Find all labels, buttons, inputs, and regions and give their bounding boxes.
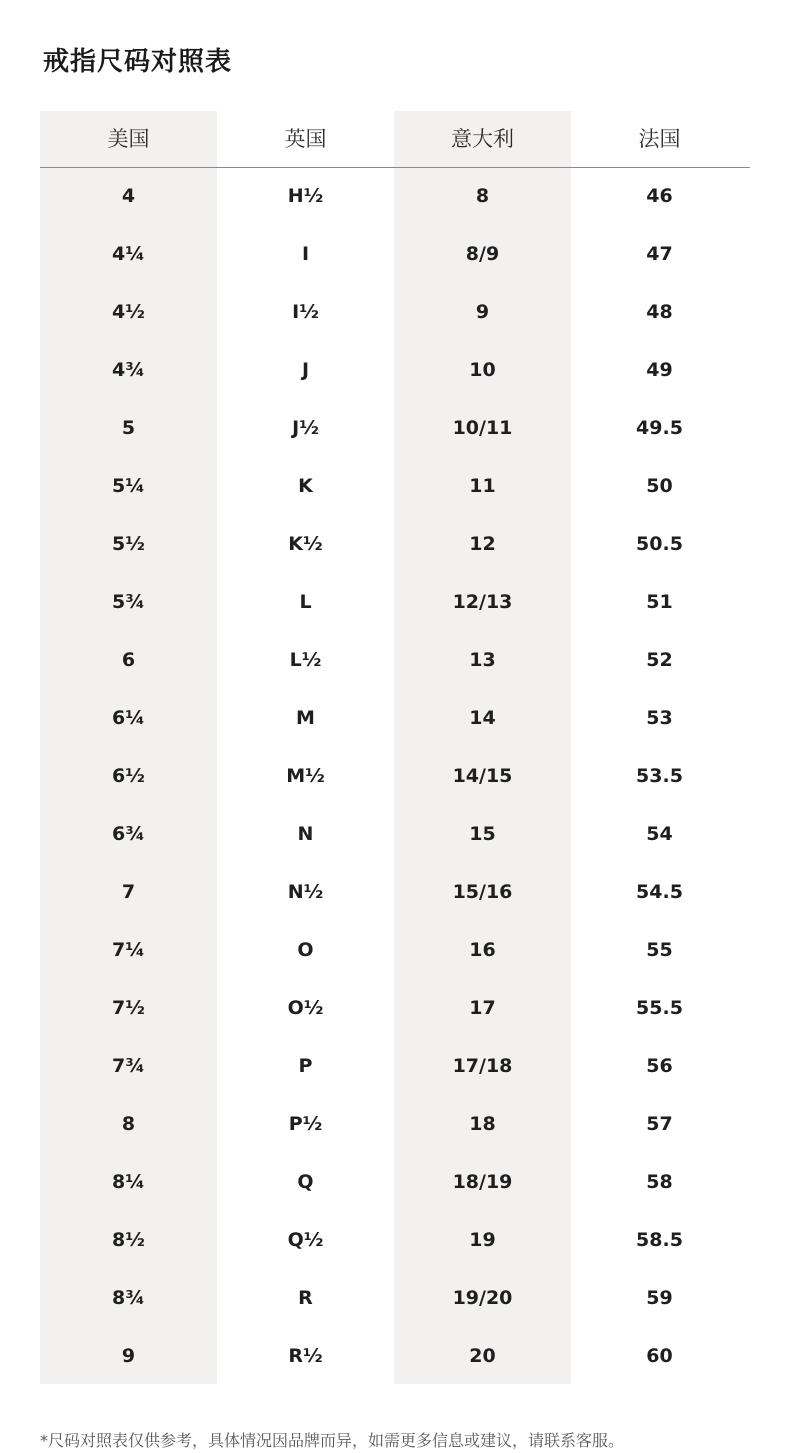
us-size-cell: 5½ [112,533,145,555]
ring-size-table [40,111,750,1384]
table-row [40,805,750,863]
table-row [40,399,750,457]
france-size-cell: 57 [646,1113,673,1135]
uk-size-cell: M [296,707,315,729]
table-header-row [40,111,750,168]
uk-size-cell: L½ [289,649,322,671]
uk-size-cell: H½ [287,185,324,207]
france-size-cell: 55.5 [636,997,683,1019]
italy-size-cell: 8 [475,185,490,207]
table-row [40,1095,750,1153]
header-us: 美国 [107,127,150,151]
header-uk: 英国 [284,127,327,151]
us-size-cell: 6½ [112,765,145,787]
uk-size-cell: M½ [286,765,325,787]
italy-size-cell: 16 [469,939,496,961]
table-row [40,863,750,921]
us-size-cell: 4½ [112,301,145,323]
uk-size-cell: Q [297,1171,314,1193]
table-row [40,1327,750,1385]
table-row [40,225,750,283]
us-size-cell: 9 [121,1345,136,1367]
france-size-cell: 46 [646,185,673,207]
france-size-cell: 50.5 [636,533,683,555]
italy-size-cell: 8/9 [465,243,500,265]
france-size-cell: 58 [646,1171,673,1193]
uk-size-cell: I [301,243,310,265]
us-size-cell: 5¼ [112,475,145,497]
italy-size-cell: 17 [469,997,496,1019]
page-title: 戒指尺码对照表 [43,47,233,77]
us-size-cell: 4 [121,185,136,207]
italy-size-cell: 11 [469,475,496,497]
us-size-cell: 6¼ [112,707,145,729]
italy-size-cell: 10 [469,359,496,381]
us-size-cell: 7 [121,881,136,903]
france-size-cell: 55 [646,939,673,961]
italy-size-cell: 13 [469,649,496,671]
france-size-cell: 49.5 [636,417,683,439]
france-size-cell: 49 [646,359,673,381]
italy-size-cell: 18 [469,1113,496,1135]
france-size-cell: 54.5 [636,881,683,903]
uk-size-cell: I½ [292,301,319,323]
table-row [40,631,750,689]
italy-size-cell: 15/16 [452,881,513,903]
france-size-cell: 60 [646,1345,673,1367]
france-size-cell: 58.5 [636,1229,683,1251]
france-size-cell: 53 [646,707,673,729]
uk-size-cell: J½ [292,417,319,439]
footnote: *尺码对照表仅供参考，具体情况因品牌而异，如需更多信息或建议，请联系客服。 [40,1431,625,1450]
header-italy: 意大利 [451,127,514,151]
italy-size-cell: 10/11 [452,417,513,439]
france-size-cell: 56 [646,1055,673,1077]
table-row [40,1269,750,1327]
table-row [40,1153,750,1211]
france-size-cell: 47 [646,243,673,265]
italy-size-cell: 20 [469,1345,496,1367]
france-size-cell: 59 [646,1287,673,1309]
uk-size-cell: P½ [288,1113,323,1135]
uk-size-cell: R½ [288,1345,323,1367]
uk-size-cell: P [298,1055,313,1077]
france-size-cell: 53.5 [636,765,683,787]
uk-size-cell: O½ [287,997,324,1019]
italy-size-cell: 18/19 [452,1171,513,1193]
us-size-cell: 5¾ [112,591,145,613]
france-size-cell: 51 [646,591,673,613]
uk-size-cell: N½ [287,881,324,903]
header-france: 法国 [638,127,681,151]
table-row [40,573,750,631]
uk-size-cell: R [298,1287,313,1309]
table-row [40,689,750,747]
us-size-cell: 7¼ [112,939,145,961]
us-size-cell: 4¾ [112,359,145,381]
table-row [40,979,750,1037]
italy-size-cell: 12 [469,533,496,555]
uk-size-cell: L [299,591,312,613]
italy-size-cell: 12/13 [452,591,513,613]
italy-size-cell: 19 [469,1229,496,1251]
uk-size-cell: K½ [288,533,323,555]
italy-size-cell: 9 [475,301,490,323]
uk-size-cell: N [297,823,314,845]
table-row [40,747,750,805]
us-size-cell: 8¾ [112,1287,145,1309]
us-size-cell: 8 [121,1113,136,1135]
uk-size-cell: J [301,359,310,381]
table-row [40,1037,750,1095]
italy-size-cell: 15 [469,823,496,845]
us-size-cell: 8½ [112,1229,145,1251]
france-size-cell: 50 [646,475,673,497]
table-row [40,515,750,573]
us-size-cell: 5 [121,417,136,439]
italy-size-cell: 17/18 [452,1055,513,1077]
france-size-cell: 52 [646,649,673,671]
table-row [40,457,750,515]
us-size-cell: 8¼ [112,1171,145,1193]
italy-size-cell: 14/15 [452,765,513,787]
france-size-cell: 54 [646,823,673,845]
table-row [40,1211,750,1269]
us-size-cell: 4¼ [112,243,145,265]
table-row [40,283,750,341]
uk-size-cell: K [298,475,313,497]
italy-size-cell: 19/20 [452,1287,513,1309]
us-size-cell: 6 [121,649,136,671]
uk-size-cell: Q½ [287,1229,324,1251]
italy-size-cell: 14 [469,707,496,729]
uk-size-cell: O [297,939,314,961]
table-row [40,921,750,979]
us-size-cell: 6¾ [112,823,145,845]
france-size-cell: 48 [646,301,673,323]
table-row [40,167,750,225]
table-row [40,341,750,399]
us-size-cell: 7¾ [112,1055,145,1077]
us-size-cell: 7½ [112,997,145,1019]
